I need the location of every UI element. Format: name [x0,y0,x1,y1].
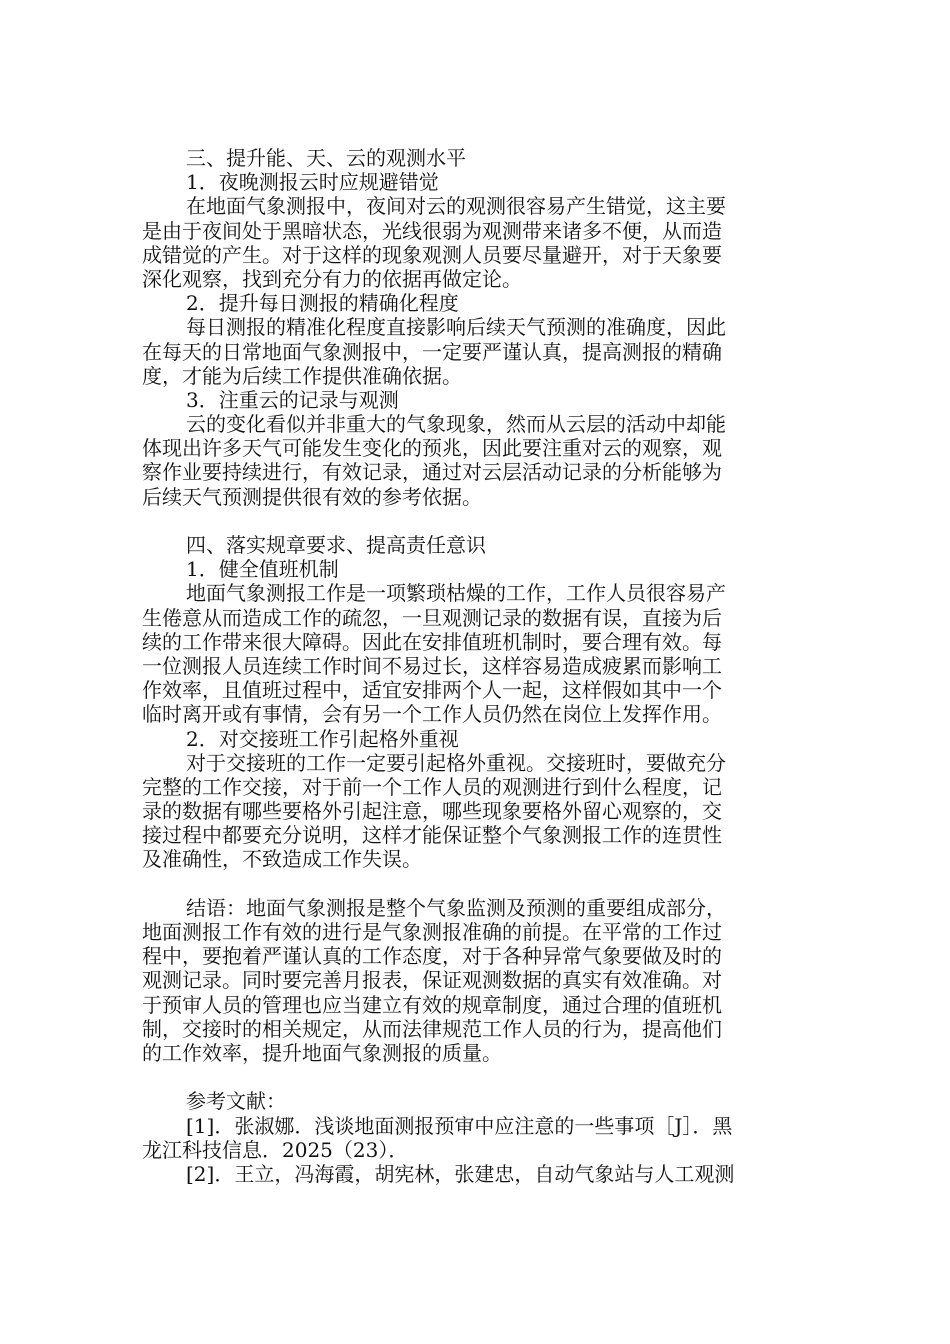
paragraph [142,581,806,726]
paragraph-line: 体现出许多天气可能发生变化的预兆，因此要注重对云的观察，观 [142,436,722,461]
blank-line [142,509,806,533]
paragraph-line: 的工作效率，提升地面气象测报的质量。 [142,1040,502,1065]
reference-line: [2]．王立，冯海霞，胡宪林，张建忠，自动气象站与人工观测 [186,1161,735,1186]
paragraph-line: 程中，要抱着严谨认真的工作态度，对于各种异常气象要做及时的 [142,944,722,969]
paragraph-line: 后续天气预测提供很有效的参考依据。 [142,484,482,509]
subsection-title: 1．夜晚测报云时应规避错觉 [186,170,439,195]
subsection-title: 2．提升每日测报的精确化程度 [186,291,459,316]
paragraph-line: 续的工作带来很大障碍。因此在安排值班机制时，要合理有效。每 [142,629,722,654]
reference-line: 龙江科技信息．2025（23）． [142,1137,409,1162]
paragraph-line: 每日测报的精准化程度直接影响后续天气预测的准确度，因此 [186,315,726,340]
paragraph-line: 察作业要持续进行，有效记录，通过对云层活动记录的分析能够为 [142,460,722,485]
paragraph-line: 在地面气象测报中，夜间对云的观测很容易产生错觉，这主要 [186,194,726,219]
section-heading: 四、落实规章要求、提高责任意识 [186,533,486,557]
references-heading: 参考文献： [186,1089,286,1114]
paragraph-line: 是由于夜间处于黑暗状态，光线很弱为观测带来诸多不便，从而造 [142,218,722,243]
paragraph-line: 对于交接班的工作一定要引起格外重视。交接班时，要做充分 [186,750,726,775]
paragraph-line: 制，交接时的相关规定，从而法律规范工作人员的行为，提高他们 [142,1016,722,1041]
paragraph-line: 地面测报工作有效的进行是气象测报准确的前提。在平常的工作过 [142,920,722,944]
paragraph-line: 录的数据有哪些要格外引起注意，哪些现象要格外留心观察的，交 [142,799,722,824]
blank-line [142,872,806,896]
paragraph-line: 结语：地面气象测报是整个气象监测及预测的重要组成部分， [186,895,726,920]
paragraph-line: 成错觉的产生。对于这样的现象观测人员要尽量避开，对于天象要 [142,242,722,267]
reference-line: [1]．张淑娜．浅谈地面测报预审中应注意的一些事项［J］．黑 [186,1113,733,1138]
paragraph [142,751,806,872]
subsection-title: 3．注重云的记录与观测 [186,387,399,412]
paragraph-line: 接过程中都要充分说明，这样才能保证整个气象测报工作的连贯性 [142,823,722,848]
paragraph-line: 度，才能为后续工作提供准确依据。 [142,363,462,388]
subsection-title: 1．健全值班机制 [186,557,339,582]
paragraph-line: 一位测报人员连续工作时间不易过长，这样容易造成疲累而影响工 [142,653,722,678]
paragraph-line: 观测记录。同时要完善月报表，保证观测数据的真实有效准确。对 [142,968,722,993]
paragraph-line: 生倦意从而造成工作的疏忽，一旦观测记录的数据有误，直接为后 [142,605,722,630]
blank-line [142,1065,806,1089]
paragraph [142,315,806,388]
paragraph [142,194,806,291]
paragraph-line: 临时离开或有事情，会有另一个工作人员仍然在岗位上发挥作用。 [142,702,722,727]
paragraph [142,412,806,509]
reference-item [142,1114,806,1162]
conclusion-paragraph [142,896,806,1065]
paragraph-line: 地面气象测报工作是一项繁琐枯燥的工作，工作人员很容易产 [186,581,726,606]
paragraph-line: 深化观察，找到充分有力的依据再做定论。 [142,266,522,291]
section-heading: 三、提升能、天、云的观测水平 [186,146,466,170]
document-page [142,146,806,1186]
paragraph-line: 完整的工作交接，对于前一个工作人员的观测进行到什么程度，记 [142,774,722,799]
paragraph-line: 作效率，且值班过程中，适宜安排两个人一起，这样假如其中一个 [142,678,722,703]
paragraph-line: 于预审人员的管理也应当建立有效的规章制度，通过合理的值班机 [142,992,722,1017]
subsection-title: 2．对交接班工作引起格外重视 [186,726,459,751]
paragraph-line: 在每天的日常地面气象测报中，一定要严谨认真，提高测报的精确 [142,339,722,364]
reference-item [142,1162,806,1186]
paragraph-line: 及准确性，不致造成工作失误。 [142,847,422,872]
paragraph-line: 云的变化看似并非重大的气象现象，然而从云层的活动中却能 [186,412,726,437]
